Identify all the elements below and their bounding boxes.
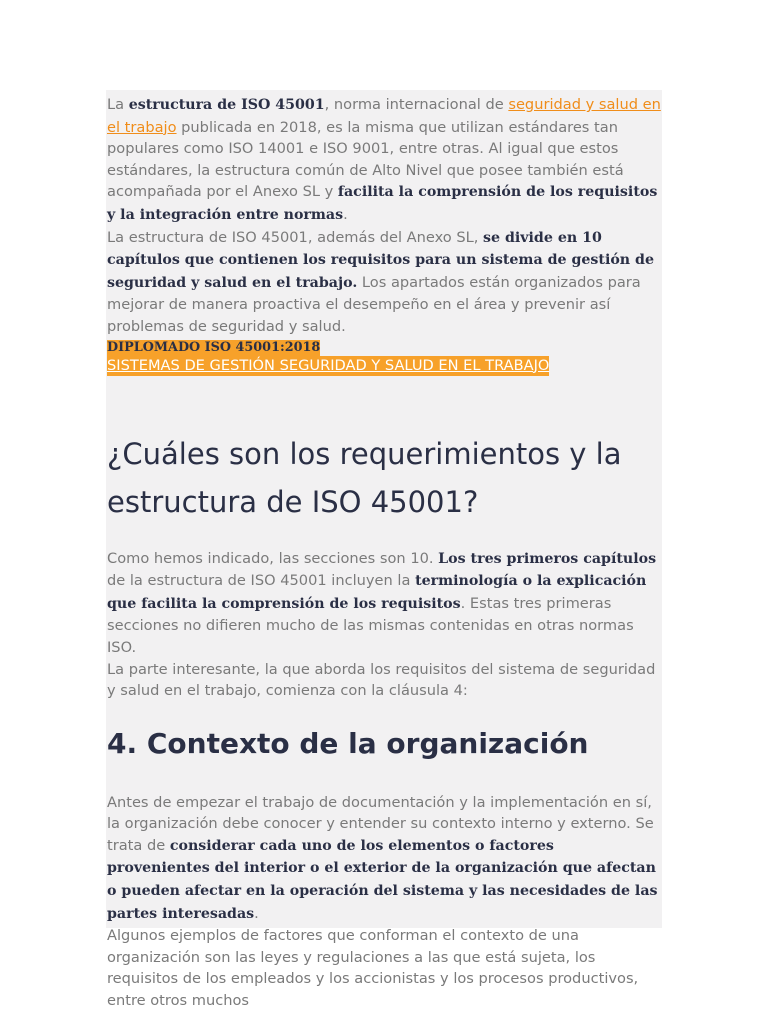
document-content — [106, 90, 662, 1012]
paragraph-clausula: La parte interesante, la que aborda los requisitos del sistema de seguridad y salud en el trabajo, comienza con la cláusula 4: — [107, 660, 656, 700]
highlight-diplomado-row — [107, 338, 661, 356]
bold-text: Los tres primeros capítulos — [438, 550, 657, 567]
paragraph-structure — [107, 227, 661, 338]
text: de la estructura de ISO 45001 incluyen la — [107, 572, 416, 590]
text: Como hemos indicado, las secciones son 10. — [107, 549, 439, 567]
text: La estructura de ISO 45001, además del Anexo SL, — [107, 228, 484, 246]
heading-requerimientos: ¿Cuáles son los requerimientos y la estructura de ISO 45001? — [107, 436, 622, 519]
highlight-diplomado[interactable]: DIPLOMADO ISO 45001:2018 — [107, 339, 321, 355]
paragraph-intro — [107, 94, 661, 227]
text: Antes de empezar el trabajo de documentación y la implementación en sí, la organización debe conocer y entender su contexto interno y externo. Se trata de — [107, 793, 654, 854]
bold-text: facilita la comprensión de los requisitos y la integración entre normas — [107, 184, 658, 223]
bold-text: considerar cada uno de los elementos o factores provenientes del interior o el exterior de la organización que afectan o pueden afectar en la operación del sistema y las necesidades de las partes interesadas — [107, 837, 658, 922]
highlight-sistemas-row — [107, 356, 661, 376]
document-page — [106, 90, 662, 1010]
text: . — [254, 904, 259, 922]
text: publicada en 2018, es la misma que utilizan estándares tan populares como ISO 14001 e ISO 9001, entre otras. Al igual que estos estándares, la estructura común de Alto Nivel que posee también está acompañada por el Anexo SL y — [107, 118, 624, 201]
paragraph-ejemplos: Algunos ejemplos de factores que conforman el contexto de una organización son las leyes y regulaciones a las que está sujeta, los requisitos de los empleados y los accionistas y los procesos productivos, entre otros muchos — [107, 927, 639, 1010]
text: La — [107, 96, 129, 113]
link-seguridad-salud[interactable]: seguridad y salud en el trabajo — [107, 96, 661, 136]
text: . Estas tres primeras secciones no difieren mucho de las mismas contenidas en otras normas ISO. — [107, 594, 634, 656]
bold-text: estructura de ISO 45001 — [128, 97, 325, 113]
text: . — [343, 205, 348, 223]
bold-text: terminología o la explicación que facilita la comprensión de los requisitos — [107, 573, 647, 612]
heading-contexto: 4. Contexto de la organización — [107, 726, 589, 760]
text: , norma internacional de — [324, 96, 509, 113]
text: Los apartados están organizados para mejorar de manera proactiva el desempeño en el área y prevenir así problemas de seguridad y salud. — [107, 273, 641, 335]
highlight-sistemas-link[interactable]: SISTEMAS DE GESTIÓN SEGURIDAD Y SALUD EN EL TRABAJO — [107, 356, 550, 374]
paragraph-contexto — [107, 792, 661, 926]
paragraph-secciones — [107, 548, 661, 659]
bold-text: se divide en 10 capítulos que contienen los requisitos para un sistema de gestión de seguridad y salud en el trabajo. — [107, 229, 655, 291]
